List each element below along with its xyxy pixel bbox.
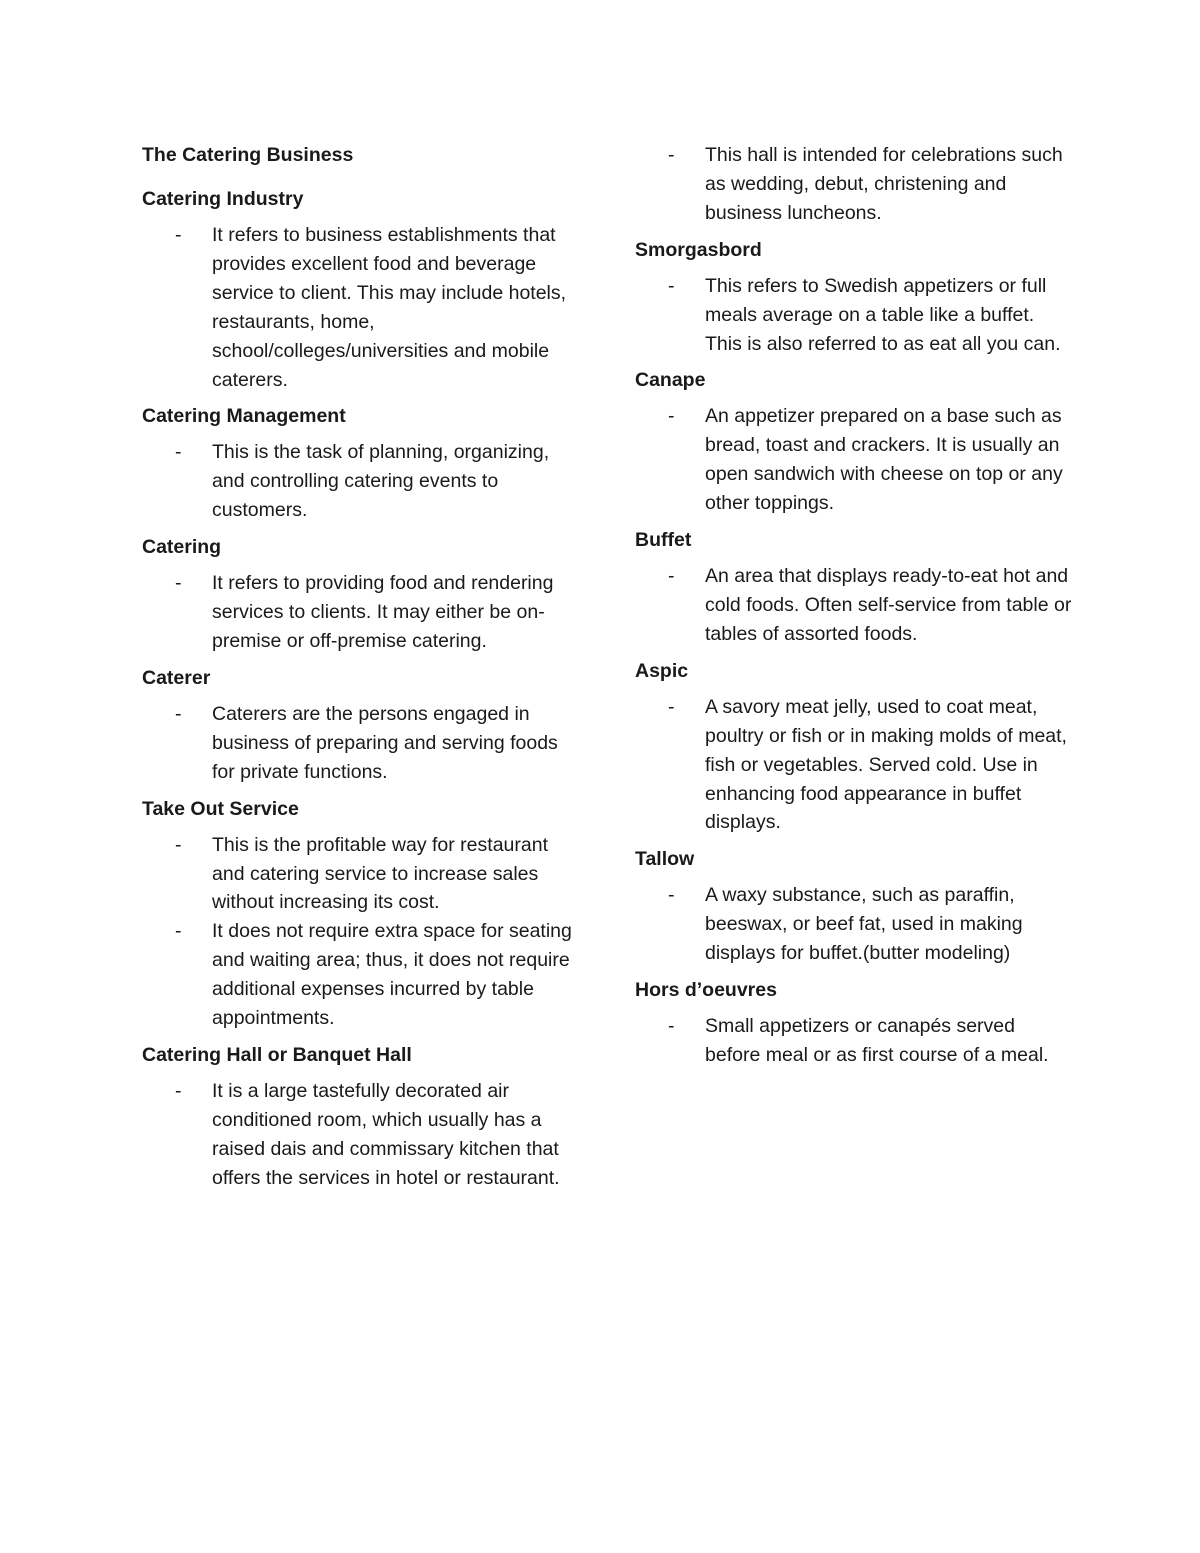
bullet-text: A waxy substance, such as paraffin, beeswax, or beef fat, used in making displays for buffet.(butter modeling) bbox=[705, 884, 1023, 965]
section-catering-hall bbox=[142, 1041, 582, 1193]
bullet-item bbox=[142, 569, 582, 656]
bullet-text: This is the task of planning, organizing, and controlling catering events to customers. bbox=[212, 441, 550, 522]
bullet-text: A savory meat jelly, used to coat meat, poultry or fish or in making molds of meat, fish or vegetables. Served cold. Use in enhancing food appearance in buffet displays. bbox=[705, 695, 1067, 834]
bullet-text: An area that displays ready-to-eat hot and cold foods. Often self-service from table or tables of assorted foods. bbox=[705, 565, 1072, 645]
bullet-text: This hall is intended for celebrations such as wedding, debut, christening and business luncheons. bbox=[705, 144, 1063, 224]
dash-marker: - bbox=[668, 405, 675, 428]
bullet-item bbox=[142, 1077, 582, 1193]
bullet-text: It does not require extra space for seating and waiting area; thus, it does not require additional expenses incurred by table appointments. bbox=[212, 920, 572, 1030]
dash-marker: - bbox=[668, 695, 675, 718]
dash-marker: - bbox=[175, 224, 182, 246]
section-catering-industry bbox=[142, 185, 582, 394]
dash-marker: - bbox=[175, 572, 182, 595]
bullet-item bbox=[142, 917, 582, 1033]
bullet-item bbox=[635, 881, 1075, 968]
section-buffet bbox=[635, 526, 1075, 649]
section-heading: Caterer bbox=[142, 666, 211, 689]
right-column bbox=[635, 141, 1075, 1078]
bullet-text: This is the profitable way for restaurant and catering service to increase sales without increasing its cost. bbox=[212, 833, 548, 914]
section-catering-hall-continued bbox=[635, 141, 1075, 228]
bullet-text: This refers to Swedish appetizers or full meals average on a table like a buffet. This is also referred to as eat all you can. bbox=[705, 274, 1061, 355]
dash-marker: - bbox=[668, 1015, 675, 1038]
section-take-out-service bbox=[142, 795, 582, 1033]
bullet-text: It refers to business establishments that provides excellent food and beverage service to client. This may include hotels, restaurants, home, school/colleges/universities and mobile caterers. bbox=[212, 224, 567, 391]
section-heading: Tallow bbox=[635, 848, 695, 871]
section-heading: Hors d’oeuvres bbox=[635, 979, 777, 1002]
bullet-text: Caterers are the persons engaged in business of preparing and serving foods for private functions. bbox=[212, 702, 558, 783]
section-catering-management bbox=[142, 402, 582, 525]
bullet-text: Small appetizers or canapés served before meal or as first course of a meal. bbox=[705, 1015, 1049, 1066]
bullet-text: An appetizer prepared on a base such as bread, toast and crackers. It is usually an open sandwich with cheese on top or any other toppings. bbox=[705, 405, 1063, 515]
dash-marker: - bbox=[175, 702, 182, 725]
bullet-item bbox=[635, 1012, 1075, 1070]
dash-marker: - bbox=[175, 920, 182, 943]
dash-marker: - bbox=[175, 833, 182, 856]
dash-marker: - bbox=[668, 884, 675, 907]
section-hors-doeuvres bbox=[635, 976, 1075, 1070]
section-heading: Catering Hall or Banquet Hall bbox=[142, 1043, 412, 1066]
dash-marker: - bbox=[175, 441, 182, 464]
document-title: The Catering Business bbox=[142, 144, 354, 166]
section-heading: Catering Management bbox=[142, 405, 346, 428]
bullet-item bbox=[635, 141, 1075, 228]
bullet-item bbox=[635, 693, 1075, 838]
section-heading: Buffet bbox=[635, 529, 692, 552]
section-heading: Catering bbox=[142, 536, 222, 559]
section-canape bbox=[635, 366, 1075, 518]
dash-marker: - bbox=[668, 144, 675, 166]
left-column bbox=[142, 141, 582, 1201]
dash-marker: - bbox=[175, 1079, 182, 1102]
bullet-item bbox=[635, 402, 1075, 518]
section-smorgasbord bbox=[635, 236, 1075, 359]
bullet-text: It refers to providing food and rendering services to clients. It may either be on-premise or off-premise catering. bbox=[212, 572, 554, 652]
bullet-item bbox=[142, 438, 582, 525]
section-aspic bbox=[635, 657, 1075, 838]
dash-marker: - bbox=[668, 565, 675, 588]
section-heading: Canape bbox=[635, 369, 706, 392]
bullet-item bbox=[635, 272, 1075, 359]
section-heading: Smorgasbord bbox=[635, 238, 762, 261]
section-heading: Catering Industry bbox=[142, 188, 304, 210]
bullet-item bbox=[142, 700, 582, 787]
section-tallow bbox=[635, 845, 1075, 968]
section-heading: Aspic bbox=[635, 659, 689, 682]
section-heading: Take Out Service bbox=[142, 797, 299, 820]
bullet-item bbox=[142, 831, 582, 918]
section-caterer bbox=[142, 664, 582, 787]
bullet-text: It is a large tastefully decorated air conditioned room, which usually has a raised dais and commissary kitchen that offers the services in hotel or restaurant. bbox=[212, 1079, 560, 1189]
dash-marker: - bbox=[668, 274, 675, 297]
bullet-item bbox=[142, 221, 582, 394]
section-catering bbox=[142, 533, 582, 656]
bullet-item bbox=[635, 562, 1075, 649]
